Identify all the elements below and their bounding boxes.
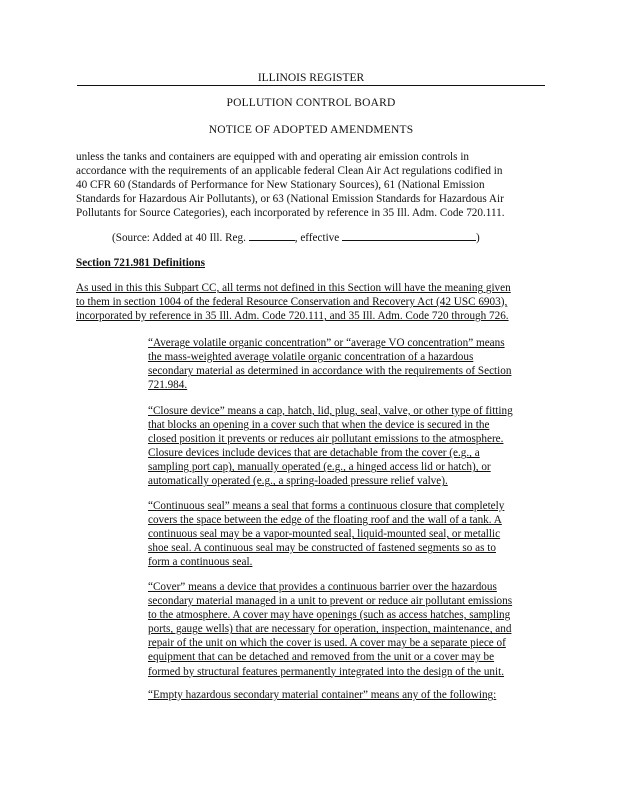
source-note xyxy=(112,230,542,245)
text-line: the mass-weighted average volatile organic concentration of a hazardous xyxy=(148,351,474,364)
text-line: formed by structural features permanently integrated into the design of the unit. xyxy=(148,665,505,678)
text-line: “Cover” means a device that provides a continuous barrier over the hazardous xyxy=(148,581,497,593)
effective-date-blank xyxy=(342,230,476,241)
text-line: 721.984. xyxy=(148,379,188,392)
source-suffix: ) xyxy=(476,232,480,244)
text-line: unless the tanks and containers are equipped with and operating air emission controls in xyxy=(76,151,470,163)
text-line: covers the space between the edge of the floating roof and the wall of a tank. A xyxy=(148,514,502,527)
source-middle: , effective xyxy=(294,232,343,244)
text-line: Closure devices include devices that are detachable from the cover (e.g., a xyxy=(148,447,480,460)
text-line: secondary material managed in a unit to prevent or reduce air pollutant emissions xyxy=(148,595,513,608)
section-paragraph xyxy=(76,281,546,323)
text-line: “Continuous seal” means a seal that forms a continuous closure that completely xyxy=(148,500,505,512)
source-prefix: (Source: Added at 40 Ill. Reg. xyxy=(112,232,249,244)
definition-average-vo-concentration xyxy=(148,336,546,392)
text-line: 40 CFR 60 (Standards of Performance for New Stationary Sources), 61 (National Emission xyxy=(76,179,485,192)
definition-cover xyxy=(148,580,546,679)
text-line: that blocks an opening in a cover such that when the device is secured in the xyxy=(148,419,490,432)
text-line: As used in this this Subpart CC, all terms not defined in this Section will have the meaning given xyxy=(76,282,511,294)
text-line: “Closure device” means a cap, hatch, lid, plug, seal, valve, or other type of fitting xyxy=(148,405,513,417)
text-line: shoe seal. A continuous seal may be constructed of fastened segments so as to xyxy=(148,542,496,555)
text-line: automatically operated (e.g., a spring-loaded pressure relief valve). xyxy=(148,475,448,488)
definition-closure-device xyxy=(148,404,546,489)
text-line: to them in section 1004 of the federal Resource Conservation and Recovery Act (42 USC 6903), xyxy=(76,296,508,309)
register-blank xyxy=(249,230,295,241)
board-heading: POLLUTION CONTROL BOARD xyxy=(226,97,396,109)
text-line: equipment that can be detached and removed from the unit or a cover may be xyxy=(148,651,495,664)
intro-paragraph xyxy=(76,150,546,220)
text-line: incorporated by reference in 35 Ill. Adm. Code 720.111, and 35 Ill. Adm. Code 720 through 726. xyxy=(76,310,509,323)
text-line: closed position it prevents or reduces air pollutant emissions to the atmosphere. xyxy=(148,433,504,446)
register-title: ILLINOIS REGISTER xyxy=(257,72,365,84)
text-line: continuous seal may be a vapor-mounted seal, liquid-mounted seal, or metallic xyxy=(148,528,501,541)
text-line: sampling port cap), manually operated (e.g., a hinged access lid or hatch), or xyxy=(148,461,491,474)
text-line: Pollutants for Source Categories), each incorporated by reference in 35 Ill. Adm. Code 720.111. xyxy=(76,207,505,220)
text-line: ports, gauge wells) that are necessary for operation, inspection, maintenance, and xyxy=(148,623,512,636)
text-line: secondary material as determined in accordance with the requirements of Section xyxy=(148,365,512,378)
notice-heading: NOTICE OF ADOPTED AMENDMENTS xyxy=(208,124,414,136)
text-line: repair of the unit on which the cover is used. A cover may be a separate piece of xyxy=(148,637,506,650)
register-header xyxy=(77,71,545,86)
text-line: “Average volatile organic concentration” or “average VO concentration” means xyxy=(148,337,505,349)
definition-empty-container xyxy=(148,688,546,702)
text-line: accordance with the requirements of an applicable federal Clean Air Act regulations codified in xyxy=(76,165,503,178)
definition-continuous-seal xyxy=(148,499,546,569)
section-title: Section 721.981 Definitions xyxy=(76,257,205,269)
text-line: to the atmosphere. A cover may have openings (such as access hatches, sampling xyxy=(148,609,511,622)
text-line: Standards for Hazardous Air Pollutants), or 63 (National Emission Standards for Hazardous Air xyxy=(76,193,504,206)
text-line: “Empty hazardous secondary material container” means any of the following: xyxy=(148,689,497,701)
text-line: form a continuous seal. xyxy=(148,556,253,569)
